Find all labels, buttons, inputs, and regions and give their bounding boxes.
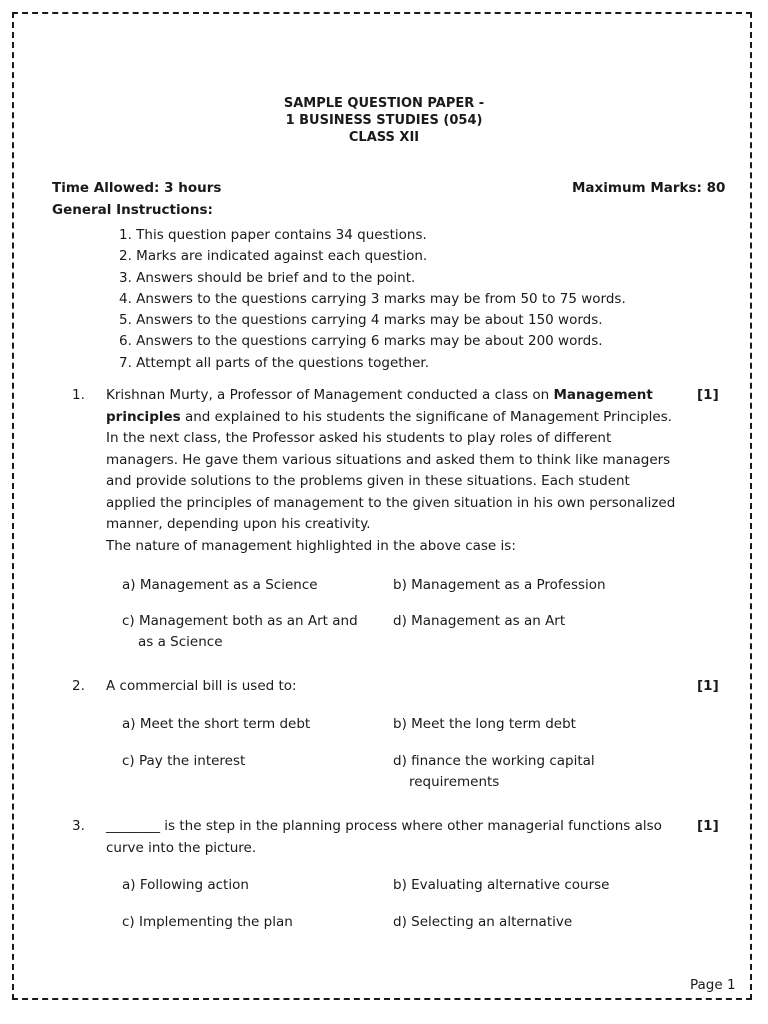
question-1-line1: Krishnan Murty, a Professor of Management conducted a class on Management bbox=[106, 387, 653, 403]
instruction-item: 5. Answers to the questions carrying 4 marks may be about 150 words. bbox=[119, 312, 603, 329]
question-1-option-d: d) Management as an Art bbox=[393, 613, 566, 629]
question-2-text: A commercial bill is used to: bbox=[106, 678, 297, 694]
instructions-heading: General Instructions: bbox=[52, 202, 213, 218]
question-3-line1: ________ is the step in the planning process where other managerial functions also bbox=[106, 818, 662, 834]
question-1-line3: In the next class, the Professor asked his students to play roles of different bbox=[106, 430, 612, 446]
paper-title-line2: 1 BUSINESS STUDIES (054) bbox=[285, 113, 483, 128]
question-2-option-c: c) Pay the interest bbox=[122, 753, 246, 769]
question-2-marks: [1] bbox=[697, 678, 719, 694]
question-3-text bbox=[106, 816, 688, 859]
question-2-option-a: a) Meet the short term debt bbox=[122, 716, 311, 732]
question-1-option-c: c) Management both as an Art and as a Science bbox=[122, 613, 358, 650]
question-2-number: 2. bbox=[72, 678, 85, 694]
question-2-option-d: d) finance the working capital requirements bbox=[393, 753, 595, 790]
instructions-list bbox=[119, 225, 719, 374]
instruction-item: 7. Attempt all parts of the questions together. bbox=[119, 354, 430, 371]
question-1-option-a: a) Management as a Science bbox=[122, 577, 318, 593]
page-number: Page 1 bbox=[690, 977, 736, 993]
time-allowed: Time Allowed: 3 hours bbox=[52, 180, 222, 196]
question-1-line6: applied the principles of management to the given situation in his own personalized bbox=[106, 494, 676, 511]
question-3-option-a: a) Following action bbox=[122, 877, 249, 893]
question-2-option-b: b) Meet the long term debt bbox=[393, 716, 576, 732]
question-3-marks: [1] bbox=[697, 818, 719, 834]
instruction-item: 3. Answers should be brief and to the point. bbox=[119, 269, 416, 286]
question-1-line7: manner, depending upon his creativity. bbox=[106, 516, 371, 532]
instruction-item: 4. Answers to the questions carrying 3 marks may be from 50 to 75 words. bbox=[119, 290, 626, 307]
question-1-text bbox=[106, 385, 688, 557]
question-1-line2: principles and explained to his students the significane of Management Principles. bbox=[106, 408, 673, 425]
question-1-line8: The nature of management highlighted in the above case is: bbox=[106, 537, 516, 554]
question-1-line5: and provide solutions to the problems given in these situations. Each student bbox=[106, 473, 630, 489]
question-3-option-d: d) Selecting an alternative bbox=[393, 914, 573, 930]
question-3-option-b: b) Evaluating alternative course bbox=[393, 877, 610, 893]
maximum-marks: Maximum Marks: 80 bbox=[572, 180, 726, 196]
paper-title-line1: SAMPLE QUESTION PAPER - bbox=[283, 96, 485, 111]
question-1-number: 1. bbox=[72, 387, 85, 403]
question-3-option-c: c) Implementing the plan bbox=[122, 914, 293, 930]
instruction-item: 2. Marks are indicated against each question. bbox=[119, 248, 428, 265]
question-1-line4: managers. He gave them various situations and asked them to think like managers bbox=[106, 451, 671, 468]
instruction-item: 1. This question paper contains 34 questions. bbox=[119, 227, 427, 243]
question-1-option-b: b) Management as a Profession bbox=[393, 577, 606, 593]
question-1-marks: [1] bbox=[697, 387, 719, 403]
instruction-item: 6. Answers to the questions carrying 6 marks may be about 200 words. bbox=[119, 333, 603, 350]
paper-title-line3: CLASS XII bbox=[348, 130, 420, 145]
question-3-number: 3. bbox=[72, 818, 85, 834]
question-3-line2: curve into the picture. bbox=[106, 839, 257, 856]
